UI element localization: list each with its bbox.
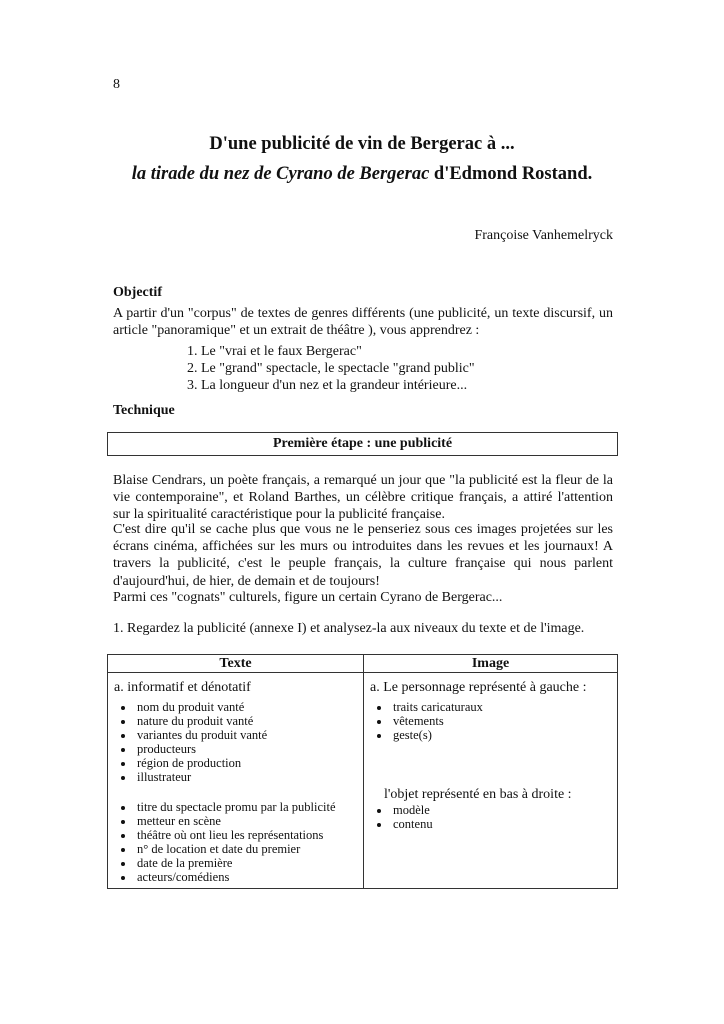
image-list-1 [370,700,611,742]
list-item: 2. Le "grand" spectacle, le spectacle "grand public" [187,361,475,377]
paragraph-images: C'est dire qu'il se cache plus que vous ne le penseriez sous ces images projetées sur les écrans cinéma, affichées sur les murs ou introduites dans les revues et les journaux! A travers la publicité, c'est le peuple français, la culture française qui nous parlent d'aujourd'hui, de hier, de demain et de toujours! [113,522,613,589]
list-item: 3. La longueur d'un nez et la grandeur intérieure... [187,378,468,394]
image-cell-heading: a. Le personnage représenté à gauche : [370,680,587,695]
list-item: • illustrateur [135,770,357,784]
texte-list-1 [114,700,357,784]
question-1: 1. Regardez la publicité (annexe I) et analysez-la aux niveaux du texte et de l'image. [113,621,585,636]
objectif-heading: Objectif [113,285,162,300]
list-item: • metteur en scène [135,814,357,828]
list-item: • date de la première [135,856,357,870]
column-header-image: Image [364,655,618,673]
list-item: • nature du produit vanté [135,714,357,728]
list-item: • modèle [391,803,611,817]
list-item: • variantes du produit vanté [135,728,357,742]
image-cell [364,673,618,889]
list-item: • n° de location et date du premier [135,842,357,856]
column-header-texte: Texte [108,655,364,673]
page-number: 8 [113,77,120,92]
texte-cell [108,673,364,889]
paragraph-cognats: Parmi ces "cognats" culturels, figure un certain Cyrano de Bergerac... [113,590,503,605]
objectif-intro: A partir d'un "corpus" de textes de genres différents (une publicité, un texte discursif, un article "panoramique" et un extrait de théâtre ), vous apprendrez : [113,306,613,339]
title-line-2 [0,164,724,185]
technique-heading: Technique [113,403,175,418]
title-line-1: D'une publicité de vin de Bergerac à ... [209,134,515,154]
objectif-list [187,343,475,395]
analysis-table [107,654,618,889]
list-item: • traits caricaturaux [391,700,611,714]
list-item: • contenu [391,817,611,831]
step-box: Première étape : une publicité [107,432,618,456]
list-item: • acteurs/comédiens [135,870,357,884]
list-item: • titre du spectacle promu par la publicité [135,800,357,814]
list-item: • théâtre où ont lieu les représentations [135,828,357,842]
title-play-name: la tirade du nez de Cyrano de Bergerac [131,164,430,184]
list-item: • nom du produit vanté [135,700,357,714]
list-item: • geste(s) [391,728,611,742]
title-author-name: d'Edmond Rostand. [429,164,593,184]
author-name: Françoise Vanhemelryck [474,228,613,243]
texte-cell-heading: a. informatif et dénotatif [114,680,251,695]
list-item: • producteurs [135,742,357,756]
image-list-2 [370,803,611,831]
image-object-heading: l'objet représenté en bas à droite : [384,787,572,802]
list-item: • vêtements [391,714,611,728]
paragraph-cendrars: Blaise Cendrars, un poète français, a remarqué un jour que "la publicité est la fleur de la vie contemporaine", et Roland Barthes, un célèbre critique français, a attiré l'attention sur la spiritualité caractéristique pour la publicité française. [113,473,613,523]
list-item: 1. Le "vrai et le faux Bergerac" [187,344,362,359]
list-item: • région de production [135,756,357,770]
texte-list-2 [114,800,357,884]
